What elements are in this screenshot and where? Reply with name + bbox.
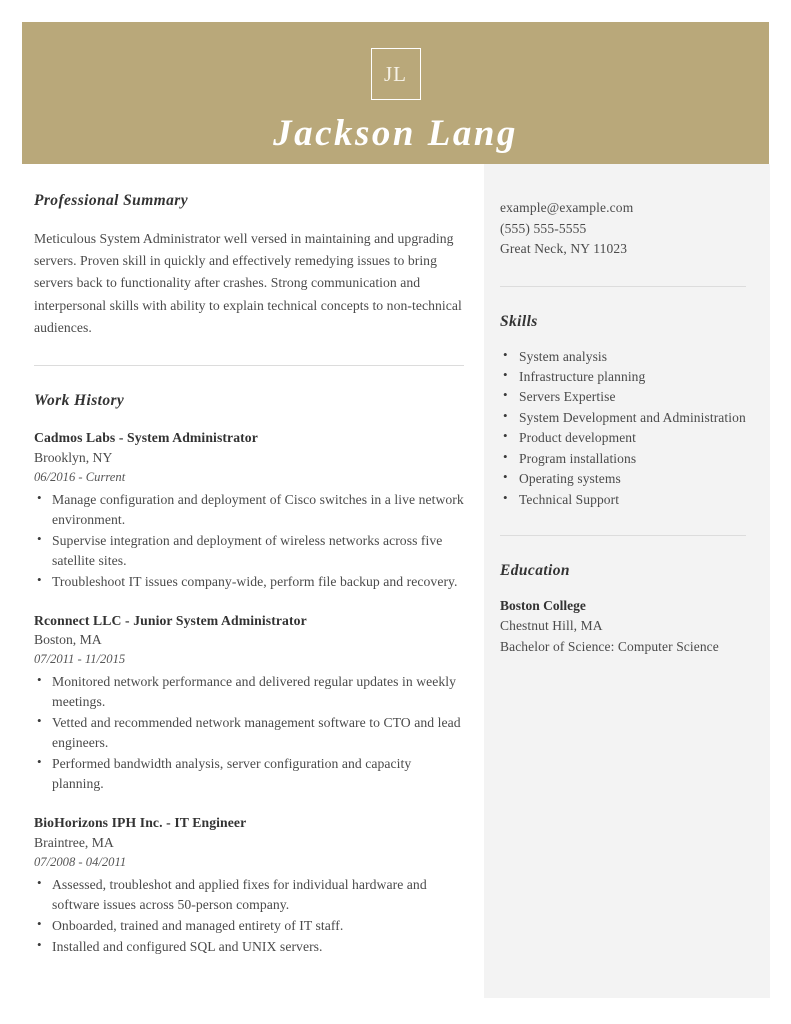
main-column — [34, 192, 464, 976]
job-dates: 07/2011 - 11/2015 — [34, 652, 126, 667]
list-item: • Vetted and recommended network management software to CTO and lead engineers. — [34, 713, 464, 753]
job-location: Boston, MA — [34, 632, 102, 648]
work-history-entry — [34, 611, 464, 795]
work-history-section — [34, 392, 464, 957]
list-item: • Manage configuration and deployment of Cisco switches in a live network environment. — [34, 490, 464, 530]
sidebar-divider-2 — [500, 535, 746, 536]
list-item: • Onboarded, trained and managed entirety of IT staff. — [34, 916, 464, 936]
education-location: Chestnut Hill, MA — [500, 618, 603, 634]
professional-summary-section — [34, 192, 464, 339]
education-heading: Education — [500, 562, 570, 580]
list-item: • Troubleshoot IT issues company-wide, perform file backup and recovery. — [34, 572, 464, 592]
list-item: • Supervise integration and deployment of wireless networks across five satellite sites. — [34, 531, 464, 571]
job-bullet-list — [34, 490, 464, 592]
work-history-heading: Work History — [34, 391, 125, 409]
sidebar-divider-1 — [500, 286, 746, 287]
list-item: • Assessed, troubleshot and applied fixes for individual hardware and software issues across 50-person company. — [34, 875, 464, 915]
resume-header-band — [22, 22, 769, 164]
list-item: • System Development and Administration — [500, 408, 746, 427]
education-entry — [500, 596, 746, 657]
list-item: • Installed and configured SQL and UNIX servers. — [34, 937, 464, 957]
list-item: • Performed bandwidth analysis, server configuration and capacity planning. — [34, 754, 464, 794]
list-item: • Product development — [500, 428, 746, 447]
work-history-entry — [34, 428, 464, 592]
list-item: • Program installations — [500, 449, 746, 468]
skills-section — [500, 313, 746, 510]
contact-block — [500, 198, 746, 260]
contact-phone: (555) 555-5555 — [500, 220, 587, 236]
job-title: Cadmos Labs - System Administrator — [34, 429, 258, 445]
list-item: • Infrastructure planning — [500, 367, 746, 386]
job-title: BioHorizons IPH Inc. - IT Engineer — [34, 815, 247, 831]
candidate-name: Jackson Lang — [273, 113, 518, 154]
list-item: • Servers Expertise — [500, 387, 746, 406]
education-degree: Bachelor of Science: Computer Science — [500, 638, 719, 654]
monogram-initials: JL — [384, 61, 407, 86]
list-item: • Technical Support — [500, 490, 746, 509]
monogram-badge — [371, 48, 421, 100]
contact-email: example@example.com — [500, 200, 634, 215]
job-bullet-list — [34, 672, 464, 794]
skills-heading: Skills — [500, 312, 538, 330]
professional-summary-heading: Professional Summary — [34, 192, 188, 209]
job-location: Braintree, MA — [34, 835, 114, 851]
contact-address: Great Neck, NY 11023 — [500, 241, 628, 257]
sidebar — [484, 164, 770, 998]
job-dates: 06/2016 - Current — [34, 469, 126, 484]
professional-summary-text: Meticulous System Administrator well versed in maintaining and upgrading servers. Proven skill in quickly and effectively remedying issues to bring servers back to functionality after crashes. Strong communication and interpersonal skills with ability to explain technical concepts to non-technical audiences. — [34, 231, 462, 335]
skills-list — [500, 347, 746, 510]
job-location: Brooklyn, NY — [34, 449, 113, 465]
education-section — [500, 562, 746, 657]
job-title: Rconnect LLC - Junior System Administrator — [34, 612, 307, 628]
education-school: Boston College — [500, 598, 586, 614]
main-divider-1 — [34, 365, 464, 366]
work-history-entry — [34, 813, 464, 957]
list-item: • Monitored network performance and delivered regular updates in weekly meetings. — [34, 672, 464, 712]
list-item: • Operating systems — [500, 469, 746, 488]
list-item: • System analysis — [500, 347, 746, 366]
job-dates: 07/2008 - 04/2011 — [34, 854, 127, 869]
job-bullet-list — [34, 875, 464, 957]
